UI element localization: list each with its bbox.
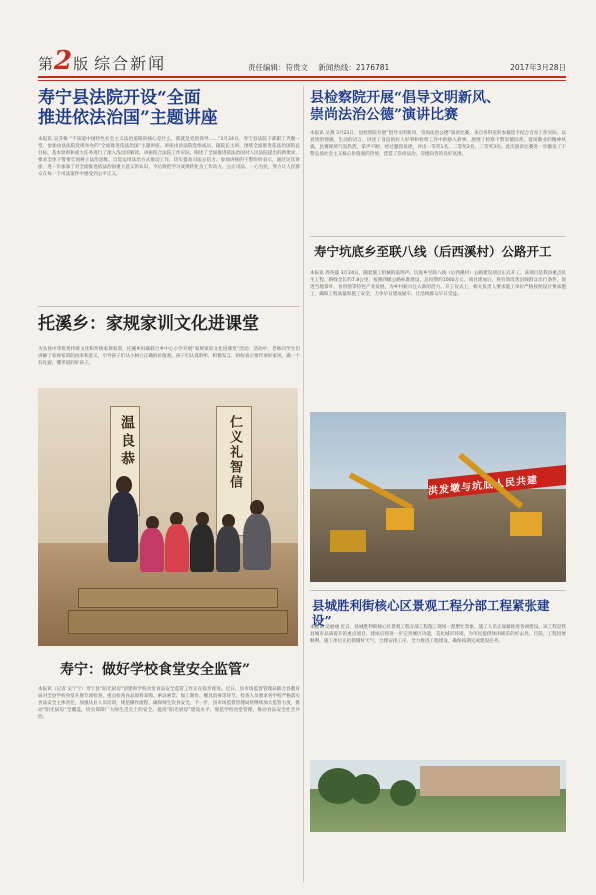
court-body: 本报讯 吴芬梅 “不知道中国特色社会主义法治道路的核心是什么，那就是党的领导……”3月24日，寿宁县法院干部职工齐聚一堂，参加由县法院党组举办的“全面推进依法治国”主题讲座。讲座由县法院党组成员、副院长主讲，围绕全面推进依法治国的总目标、基本原则和重大任务进行了深入浅出的解读。讲座结合法院工作实际，阐述了全面推进依法治国对人民法院提出的新要求，要求全体干警要牢固树立法治思维，自觉运用法治方式推动工作，切实提高司法公信力。参加讲座的干警纷纷表示，通过这次讲座，进一步加深了对全面推进依法治国重大意义的认识，今后将把学习成果转化为工作动力，公正司法、一心为民，努力让人民群众在每一个司法案件中感受到公平正义。 — [38, 137, 300, 177]
child — [165, 524, 189, 572]
scroll-left-text: 温良恭 — [119, 415, 135, 469]
construction-banner-text: 洪发墩与坑底人民共建 — [428, 474, 538, 498]
procuratorate-body: 本报讯 吴燕 3月23日，县检察院开展“倡导文明新风、崇尚法治公德”演讲比赛。来自各科室的参赛选手结合自身工作实际，以真挚的情感、生动的语言，讲述了身边的好人好事和检察工作中的感人故事，展现了检察干警崇德向善、爱岗敬业的精神风貌。比赛现场气氛热烈，掌声不断。经过激烈角逐，评出一等奖1名、二等奖2名、三等奖3名。此次演讲比赛进一步激发了干警弘扬社会主义核心价值观的热情，营造了崇尚法治、崇德向善的良好氛围。 — [310, 131, 566, 157]
editor-name: 责任编辑：符贵文 — [248, 63, 308, 72]
bench-front — [68, 610, 288, 634]
tree — [350, 774, 380, 804]
child-head — [250, 500, 264, 515]
construction-photo — [310, 412, 566, 582]
news-hotline: 新闻热线：2176781 — [318, 63, 390, 72]
child — [243, 514, 271, 570]
column-divider — [303, 86, 304, 882]
excavator — [510, 512, 542, 536]
procuratorate-headline — [310, 90, 566, 124]
highway-headline: 寿宁坑底乡至联八线（后西溪村）公路开工 — [314, 244, 552, 259]
procuratorate-headline-line1: 县检察院开展“倡导文明新风、 — [310, 90, 501, 106]
court-headline-line1: 寿宁县法院开设“全面 — [38, 88, 201, 108]
masthead — [38, 48, 566, 78]
header-rule-thin — [38, 80, 566, 81]
park-headline: 县城胜利街核心区景观工程分部工程紧张建设” — [312, 598, 550, 628]
court-headline-line2: 推进依法治国”主题讲座 — [38, 108, 218, 129]
version-number: 2 — [54, 46, 73, 76]
page-version — [38, 48, 166, 74]
scroll-right-text: 仁义礼智信 — [227, 415, 242, 490]
bench — [78, 588, 278, 608]
version-prefix: 第 — [38, 55, 54, 73]
separator — [38, 306, 300, 307]
version-suffix: 版 — [73, 55, 89, 73]
court-headline — [38, 88, 300, 129]
park-body: 本报讯 吴丽丽 近日，县城胜利街核心区景观工程分部工程施工现场一派繁忙景象，施工人员正加紧推进各项建设。该工程是我县城市品质提升的重点项目，建成后将进一步完善城区功能，美化城市环境，为市民提供休闲娱乐的好去处。目前，工程进展顺利，施工单位正抢抓晴好天气，合理安排工序，全力推进工程建设，确保按期完成建设任务。 — [310, 625, 566, 644]
excavator — [330, 530, 366, 552]
separator — [310, 590, 566, 591]
child — [140, 528, 164, 572]
canteen-headline: 寿宁：做好学校食堂安全监管” — [60, 662, 251, 678]
highway-body: 本报讯 周英盛 3月24日，随着施工机械的轰鸣声，坑底乡至联八线（后西溪村）公路建设项目正式开工。该项目是我县重点民生工程，路线全长约7.8公里，按照四级公路标准建设，总投资约1000万元。项目建成后，将有效改善沿线群众出行条件，促进当地茶叶、食用菌等特色产业发展，为乡村振兴注入新的活力。开工仪式上，相关负责人要求施工单位严格按照设计要求施工，确保工程质量和施工安全，力争早日建成通车，让沿线群众早日受益。 — [310, 271, 566, 297]
section-title: 综合新闻 — [94, 54, 167, 73]
separator — [310, 236, 566, 237]
person-adult — [108, 492, 138, 562]
child — [190, 524, 214, 572]
park-photo — [310, 760, 566, 832]
tree — [390, 780, 416, 806]
classroom-photo — [38, 388, 298, 646]
family-body: 为弘扬中华优秀传统文化和传统家规家训，托溪乡妇联联合乡中心小学开展“家规家训文化进课堂”活动。活动中，老师向学生们讲解了家规家训的由来和意义，引导孩子们从小树立正确的价值观。孩子们认真聆听，积极发言，纷纷表示要传承好家风，做一个有礼貌、懂孝道的好孩子。 — [38, 347, 300, 366]
editor-info — [248, 62, 397, 73]
procuratorate-headline-line2: 崇尚法治公德”演讲比赛 — [310, 106, 459, 123]
issue-date: 2017年3月28日 — [510, 63, 566, 72]
canteen-body: 本报讯（记者 吴宁宁）寿宁县“阳光厨房”创建和学校食堂食品安全监管工作正在稳步推进。近日，县市场监督管理局联合县教育局对全县学校食堂开展专项检查，重点检查食品原料采购、索证索票、加工制作、餐具消毒等环节。检查人员要求各学校严格落实食品安全主体责任，加强从业人员培训，规范操作流程，确保师生饮食安全。下一步，县市场监督管理局将继续加大监管力度，推动“阳光厨房”全覆盖，切实保障广大师生舌尖上的安全。提高“阳光厨房”建设水平，规范学校食堂管理，推动食品安全社会共治。 — [38, 687, 300, 720]
family-headline: 托溪乡：家规家训文化进课堂 — [38, 314, 259, 334]
child — [216, 526, 240, 572]
header-rule — [38, 76, 566, 78]
building — [420, 766, 560, 796]
excavator — [386, 508, 414, 530]
